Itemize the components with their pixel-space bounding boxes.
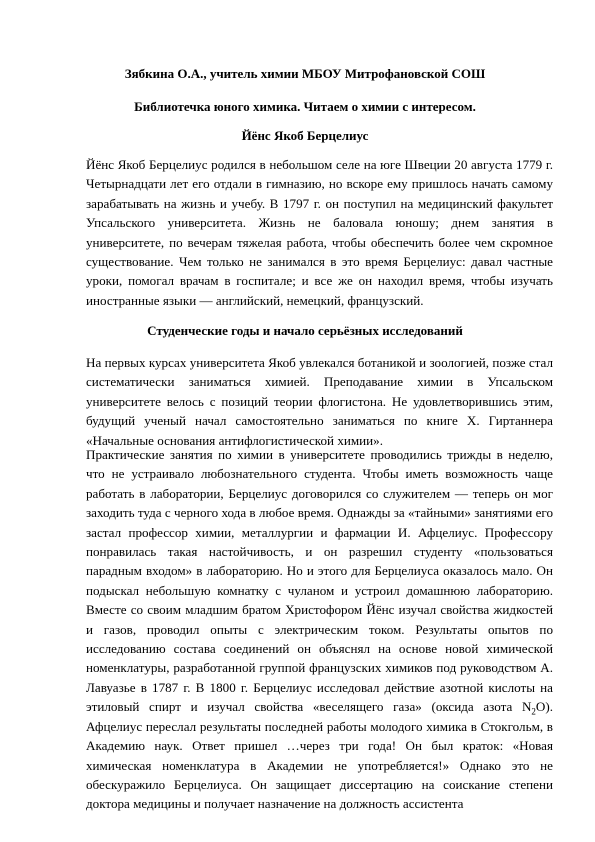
author-line: Зябкина О.А., учитель химии МБОУ Митрофановской СОШ (124, 66, 486, 81)
practical-text-part-1: Практические занятия по химии в университете проводились трижды в неделю, что не устраивало любознательного студента. Чтобы иметь возможность чаще работать в лаборатории, Берцелиус договорился со служителем — теперь он мог заходить туда с черного хода в любое время. Однажды за «тайными» занятиями его застал профессор химии, металлургии и фармации И. Афцелиус. Профессору понравилась такая настойчивость, и он разрешил студенту «пользоваться парадным входом» в лабораторию. Но и этого для Берцелиуса оказалось мало. Он подыскал небольшую комнатку с чуланом и устроил домашнюю лабораторию. Вместе со своим младшим братом Христофором Йёнс изучал свойства жидкостей и газов, проводил опыты с электрическим током. Результаты опытов по исследованию состава соединений он объяснял на основе новой химической номенклатуры, разработанной группой французских химиков под руководством А. Лавуазье в 1787 г. В 1800 г. Берцелиус исследовал действие азотной кислоты на этиловый спирт и изучал свойства «веселящего газа» (оксида азота N (86, 447, 553, 715)
practical-studies-paragraph (86, 445, 553, 814)
formula-subscript: 2 (531, 706, 536, 717)
article-title: Йёнс Якоб Берцелиус (241, 128, 369, 143)
series-title: Библиотечка юного химика. Читаем о химии с интересом. (134, 99, 476, 114)
section-heading: Студенческие годы и начало серьёзных исследований (147, 323, 463, 338)
intro-paragraph: Йёнс Якоб Берцелиус родился в небольшом селе на юге Швеции 20 августа 1779 г. Четырнадцати лет его отдали в гимназию, но вскоре ему пришлось начать самому зарабатывать на жизнь и учебу. В 1797 г. он поступил на медицинский факультет Упсальского университета. Жизнь не баловала юношу; днем занятия в университете, по вечерам тяжелая работа, чтобы обеспечить более чем скромное существование. Чем только не занимался в это время Берцелиус: давал частные уроки, помогал врачам в госпитале; и все же он находил время, чтобы изучать иностранные языки — английский, немецкий, французский. (86, 157, 553, 308)
practical-text-part-2: O). Афцелиус переслал результаты последней работы молодого химика в Стокгольм, в Академию наук. Ответ пришел …через три года! Он был краток: «Новая химическая номенклатура в Академии не употребляется!» Однако это не обескуражило Берцелиуса. Он защищает диссертацию на соискание степени доктора медицины и получает назначение на должность ассистента (86, 699, 553, 812)
student-years-paragraph: На первых курсах университета Якоб увлекался ботаникой и зоологией, позже стал систематически заниматься химией. Преподавание химии в Упсальском университете велось с позиций теории флогистона. Не удовлетворившись этим, будущий ученый начал самостоятельно заниматься по книге Х. Гиртаннера «Начальные основания антифлогистической химии». (86, 355, 553, 448)
